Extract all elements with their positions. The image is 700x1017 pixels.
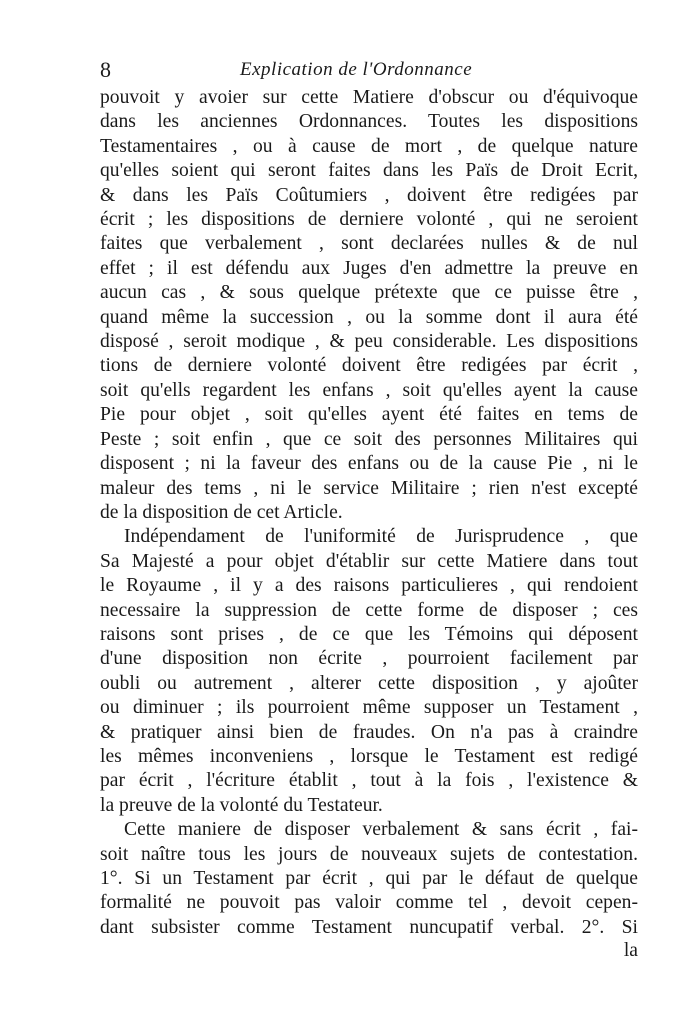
- text-line: aucun cas , & sous quelque prétexte que ce puisse être ,: [100, 282, 638, 304]
- paragraph-1: [100, 86, 638, 525]
- catchword: la: [623, 940, 638, 961]
- text-line: soit qu'ells regardent les enfans , soit qu'elles ayent la cause: [100, 379, 638, 401]
- page-number: 8: [100, 57, 111, 82]
- text-line: dant subsister comme Testament nuncupatif verbal. 2°. Si: [100, 916, 638, 938]
- text-line: quand même la succession , ou la somme dont il aura été: [100, 306, 638, 328]
- text-line: effet ; il est défendu aux Juges d'en admettre la preuve en: [100, 257, 638, 279]
- text-line: disposent ; ni la faveur des enfans ou de la cause Pie , ni le: [100, 453, 638, 475]
- text-line: qu'elles soient qui seront faites dans les Païs de Droit Ecrit,: [100, 160, 638, 182]
- text-line: soit naître tous les jours de nouveaux sujets de contestation.: [100, 843, 638, 865]
- text-line: la preuve de la volonté du Testateur.: [100, 794, 383, 816]
- running-title: Explication de l'Ordonnance: [240, 59, 473, 80]
- text-line: Peste ; soit enfin , que ce soit des personnes Militaires qui: [100, 428, 638, 450]
- text-line: ou diminuer ; ils pourroient même supposer un Testament ,: [100, 697, 638, 719]
- text-line: pouvoit y avoier sur cette Matiere d'obscur ou d'équivoque: [100, 87, 638, 108]
- text-line: les mêmes inconveniens , lorsque le Testament est redigé: [100, 745, 638, 767]
- text-line: formalité ne pouvoit pas valoir comme tel , devoit cepen-: [100, 892, 638, 914]
- running-head: [100, 57, 600, 87]
- text-line: écrit ; les dispositions de derniere volonté , qui ne seroient: [100, 209, 638, 231]
- text-line: & dans les Païs Coûtumiers , doivent être redigées par: [100, 184, 638, 206]
- text-line: par écrit , l'écriture établit , tout à la fois , l'existence &: [100, 770, 638, 792]
- text-line: oubli ou autrement , alterer cette disposition , y ajoûter: [100, 672, 638, 694]
- text-line: Cette maniere de disposer verbalement & sans écrit , fai-: [124, 819, 638, 841]
- text-line: necessaire la suppression de cette forme de disposer ; ces: [100, 599, 638, 621]
- paragraph-2: [100, 525, 638, 818]
- text-line: de la disposition de cet Article.: [100, 501, 343, 523]
- text-line: maleur des tems , ni le service Militaire ; rien n'est excepté: [100, 477, 638, 499]
- text-line: raisons sont prises , de ce que les Témoins qui déposent: [100, 623, 638, 645]
- text-line: Testamentaires , ou à cause de mort , de quelque nature: [100, 135, 638, 157]
- text-line: disposé , seroit modique , & peu considerable. Les dispositions: [100, 331, 638, 353]
- text-line: tions de derniere volonté doivent être redigées par écrit ,: [100, 355, 638, 377]
- text-line: d'une disposition non écrite , pourroient facilement par: [100, 648, 638, 670]
- text-line: Pie pour objet , soit qu'elles ayent été faites en tems de: [100, 404, 638, 426]
- text-line: & pratiquer ainsi bien de fraudes. On n'a pas à craindre: [100, 721, 638, 743]
- text-line: Indépendament de l'uniformité de Jurisprudence , que: [124, 526, 638, 548]
- text-line: dans les anciennes Ordonnances. Toutes les dispositions: [100, 111, 638, 133]
- body-text: [100, 86, 638, 940]
- text-line: le Royaume , il y a des raisons particulieres , qui rendoient: [100, 575, 638, 597]
- text-line: 1°. Si un Testament par écrit , qui par le défaut de quelque: [100, 868, 638, 889]
- paragraph-3: [100, 818, 638, 940]
- text-line: faites que verbalement , sont declarées nulles & de nul: [100, 233, 638, 255]
- text-line: Sa Majesté a pour objet d'établir sur cette Matiere dans tout: [100, 550, 638, 572]
